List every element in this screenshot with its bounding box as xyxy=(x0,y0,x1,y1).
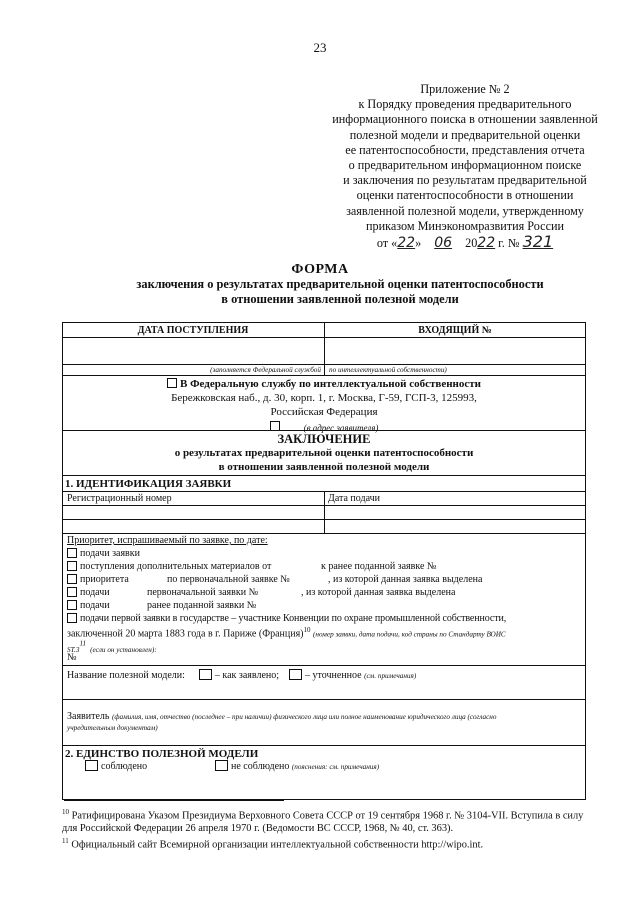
priority-option-additional xyxy=(67,561,271,572)
order-year-prefix: 20 xyxy=(465,236,478,251)
page-number: 23 xyxy=(313,40,327,55)
priority-option-label: подачи xyxy=(80,587,110,598)
applicant-note-cont: учредительным документам) xyxy=(67,724,158,732)
priority-option-paris xyxy=(67,613,506,624)
date-received-label: ДАТА ПОСТУПЛЕНИЯ xyxy=(137,325,249,336)
conclusion-line: в отношении заявленной полезной модели xyxy=(218,461,430,473)
order-month: 06 xyxy=(434,235,453,252)
model-name-as-filed-checkbox[interactable] xyxy=(199,669,212,680)
form-subtitle-line: заключения о результатах предварительной оценки патентоспособности xyxy=(136,277,544,291)
appendix-line: и заключения по результатам предварительной xyxy=(343,173,587,188)
footnote-ref-11: 11 xyxy=(79,639,87,648)
appendix-heading xyxy=(300,82,630,251)
recipient-line xyxy=(63,378,585,390)
unity-not-ok-option xyxy=(215,761,379,772)
section-2-title: 2. ЕДИНСТВО ПОЛЕЗНОЙ МОДЕЛИ xyxy=(65,748,259,760)
priority-paris-checkbox[interactable] xyxy=(67,613,77,623)
order-number: 321 xyxy=(522,232,554,252)
model-name-label: Название полезной модели: xyxy=(67,670,185,681)
priority-option-original-tail: , из которой данная заявка выделена xyxy=(301,587,456,598)
form-title: ФОРМА xyxy=(291,262,349,277)
priority-option-priority-tail: , из которой данная заявка выделена xyxy=(328,574,483,585)
model-name-clarified-checkbox[interactable] xyxy=(289,669,302,680)
applicant-label: Заявитель xyxy=(67,711,110,722)
unity-ok-label: соблюдено xyxy=(101,761,148,772)
order-year: 22 xyxy=(477,235,496,252)
priority-priority-checkbox[interactable] xyxy=(67,574,77,584)
priority-filing-checkbox[interactable] xyxy=(67,548,77,558)
appendix-line: Приложение № 2 xyxy=(420,82,510,96)
footnote-10-text: Ратифицирована Указом Президиума Верховного Совета СССР от 19 сентября 1968 г. № 3104-VII. Вступила в силу для Российской Федерации 26 апреля 1970 г. (Ведомости ВС СССР, 1968, № 40, ст. 363). xyxy=(62,810,584,835)
priority-earlier-checkbox[interactable] xyxy=(67,600,77,610)
recipient-fips-checkbox[interactable] xyxy=(167,378,177,388)
recipient-applicant: (в адрес заявителя) xyxy=(303,423,379,433)
conclusion-line: о результатах предварительной оценки патентоспособности xyxy=(174,447,474,459)
form-subtitle xyxy=(60,277,620,307)
priority-paris-text: заключенной 20 марта 1883 года в г. Париже (Франция) xyxy=(67,628,304,640)
priority-paris-line3 xyxy=(67,639,157,657)
applicant-note: (фамилия, имя, отчество (последнее – при наличии) физического лица или полное наименование юридического лица (согласно xyxy=(111,713,497,721)
order-prefix: от « xyxy=(376,236,398,251)
footnote-11 xyxy=(62,835,587,851)
priority-option-priority xyxy=(67,574,129,585)
priority-standard-note: (если он установлен): xyxy=(90,646,157,654)
recipient-address: Бережковская наб., д. 30, корп. 1, г. Москва, Г-59, ГСП-3, 125993, xyxy=(171,392,477,404)
fill-note-right: по интеллектуальной собственности) xyxy=(329,366,447,374)
model-name-clarified: – уточненное xyxy=(305,670,362,681)
priority-option-original xyxy=(67,587,110,598)
priority-option-earlier-ref: ранее поданной заявки № xyxy=(147,600,257,611)
recipient-country: Российская Федерация xyxy=(270,406,378,418)
appendix-line: о предварительном информационном поиске xyxy=(348,158,582,173)
form-frame xyxy=(62,322,586,800)
appendix-line: ее патентоспособности, представления отчета xyxy=(345,142,585,157)
priority-heading: Приоритет, испрашиваемый по заявке, по дате: xyxy=(67,535,268,546)
priority-paris-line2 xyxy=(67,626,506,639)
footnote-ref-10: 10 xyxy=(303,626,311,634)
appendix-line: заявленной полезной модели, утвержденному xyxy=(346,203,584,218)
unity-ok-checkbox[interactable] xyxy=(85,760,98,771)
footnote-10-mark: 10 xyxy=(62,808,69,816)
model-name-as-filed: – как заявлено; xyxy=(214,670,280,681)
applicant-row xyxy=(67,711,496,722)
filing-date-label: Дата подачи xyxy=(328,493,381,504)
footnote-11-text: Официальный сайт Всемирной организации интеллектуальной собственности http://wipo.int. xyxy=(71,839,484,851)
appendix-line: приказом Минэкономразвития России xyxy=(365,218,565,233)
priority-additional-checkbox[interactable] xyxy=(67,561,77,571)
priority-option-label: подачи первой заявки в государстве – участнике Конвенции по охране промышленной собственности, xyxy=(80,613,507,624)
appendix-line: информационного поиска в отношении заявленной xyxy=(332,112,598,127)
priority-standard: ST.3 xyxy=(67,646,80,654)
form-subtitle-line: в отношении заявленной полезной модели xyxy=(221,292,459,306)
footnotes xyxy=(62,806,587,852)
priority-option-additional-ref: к ранее поданной заявке № xyxy=(321,561,437,572)
priority-paris-number: № xyxy=(67,652,77,663)
reg-number-label: Регистрационный номер xyxy=(67,493,172,504)
incoming-number-label: ВХОДЯЩИЙ № xyxy=(418,325,492,336)
footnote-10 xyxy=(62,806,587,835)
priority-option-label: подачи xyxy=(80,600,110,611)
priority-option-label: приоритета xyxy=(80,574,129,585)
priority-option-original-ref: первоначальной заявки № xyxy=(147,587,259,598)
order-number-label: г. № xyxy=(498,236,520,251)
footnote-separator xyxy=(64,800,284,801)
priority-original-checkbox[interactable] xyxy=(67,587,77,597)
priority-option-priority-ref: по первоначальной заявке № xyxy=(167,574,290,585)
priority-paris-note: (номер заявки, дата подачи, код страны по Стандарту ВОИС xyxy=(313,630,506,639)
appendix-line: оценки патентоспособности в отношении xyxy=(356,188,574,203)
priority-option-label: поступления дополнительных материалов от xyxy=(80,561,272,572)
order-mid: » xyxy=(415,236,422,251)
section-1-title: 1. ИДЕНТИФИКАЦИЯ ЗАЯВКИ xyxy=(65,478,232,490)
model-name-note: (см. примечания) xyxy=(364,672,417,680)
order-day: 22 xyxy=(397,235,416,252)
order-date-number xyxy=(300,234,630,251)
priority-option-label: подачи заявки xyxy=(80,548,140,559)
unity-ok-option xyxy=(85,761,147,772)
appendix-line: полезной модели и предварительной оценки xyxy=(349,127,581,142)
fill-note-left: (заполняется Федеральной службой xyxy=(210,366,321,374)
appendix-line: к Порядку проведения предварительного xyxy=(358,97,572,112)
priority-option-earlier xyxy=(67,600,110,611)
conclusion-title: ЗАКЛЮЧЕНИЕ xyxy=(277,432,371,446)
priority-option-filing xyxy=(67,548,140,559)
recipient-fips: В Федеральную службу по интеллектуальной собственности xyxy=(179,378,481,390)
unity-note: (пояснения: см. примечания) xyxy=(291,763,380,771)
unity-not-ok-checkbox[interactable] xyxy=(215,760,228,771)
model-name-row xyxy=(67,670,416,681)
unity-not-ok-label: не соблюдено xyxy=(231,761,290,772)
footnote-11-mark: 11 xyxy=(62,837,69,846)
